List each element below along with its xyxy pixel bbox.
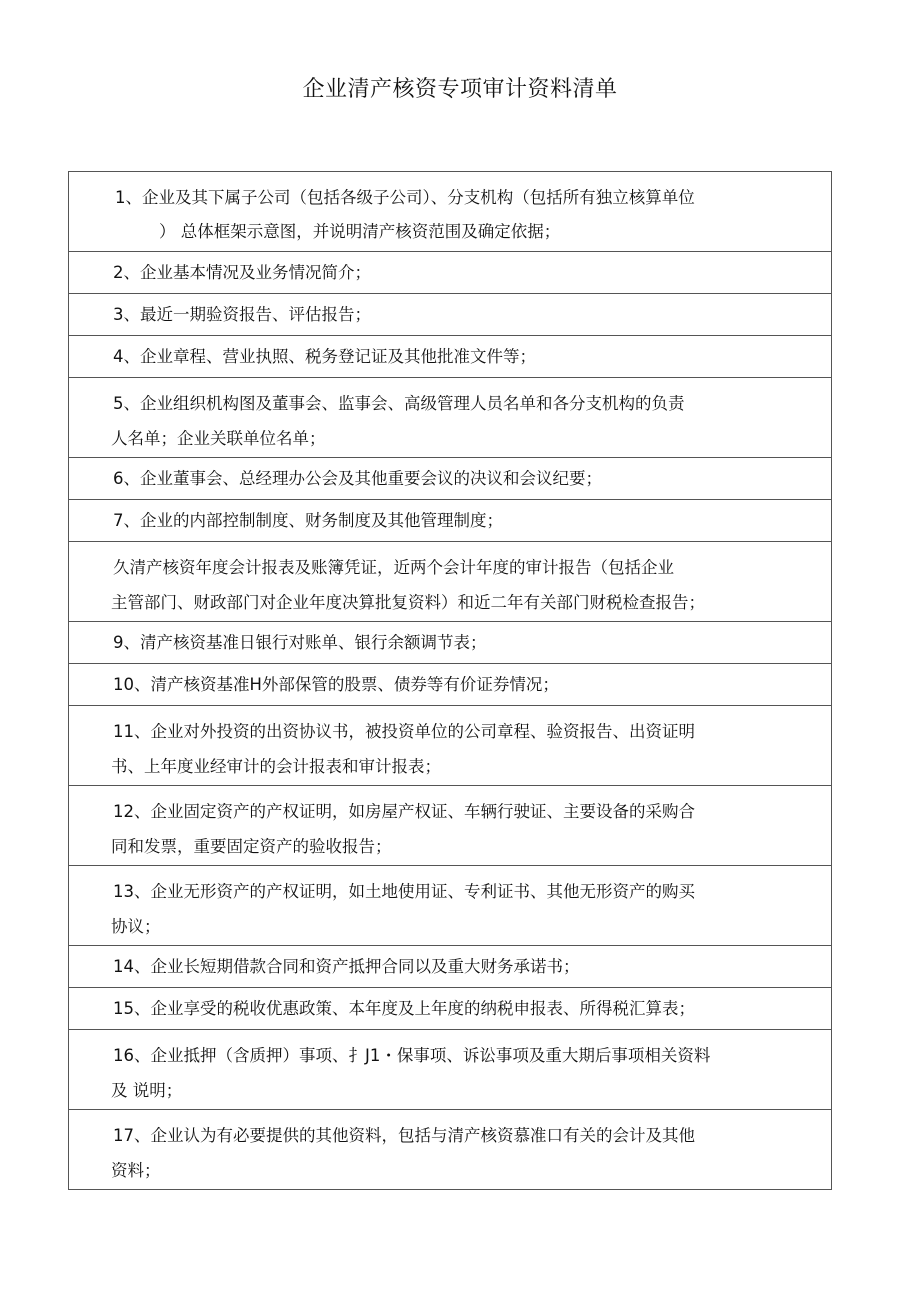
row-text-line1: 1、企业及其下属子公司（包括各级子公司）、分支机构（包括所有独立核算单位 (115, 188, 695, 207)
row-text-line2: 书、上年度业经审计的会计报表和审计报表； (111, 757, 441, 776)
checklist-row-17 (69, 1110, 831, 1190)
row-text-line1: 11、企业对外投资的出资协议书，被投资单位的公司章程、验资报告、出资证明 (113, 722, 695, 741)
checklist-row-13 (69, 866, 831, 946)
row-text-line2: 同和发票，重要固定资产的验收报告； (111, 837, 392, 856)
row-text-line2: 主管部门、财政部门对企业年度决算批复资料）和近二年有关部门财税检查报告； (111, 593, 705, 612)
row-text: 9、清产核资基准日银行对账单、银行余额调节表； (113, 633, 487, 652)
row-text-line1: 久清产核资年度会计报表及账簿凭证，近两个会计年度的审计报告（包括企业 (113, 558, 674, 577)
row-text: 10、清产核资基准H外部保管的股票、债券等有价证券情况； (113, 675, 559, 694)
row-text: 6、企业董事会、总经理办公会及其他重要会议的决议和会议纪要； (113, 469, 602, 488)
row-text: 15、企业享受的税收优惠政策、本年度及上年度的纳税申报表、所得税汇算表； (113, 999, 695, 1018)
row-text-line2: 资料； (111, 1161, 161, 1180)
checklist-row-7 (69, 500, 831, 542)
row-text-line2: ） 总体框架示意图，并说明清产核资范围及确定依据； (159, 222, 561, 241)
row-text: 2、企业基本情况及业务情况简介； (113, 263, 371, 282)
row-text-line2: 及 说明； (111, 1081, 183, 1100)
row-text-line1: 16、企业抵押（含质押）事项、扌J1・保事项、诉讼事项及重大期后事项相关资料 (113, 1046, 711, 1065)
row-text-line2: 人名单；企业关联单位名单； (111, 429, 326, 448)
row-text: 7、企业的内部控制制度、财务制度及其他管理制度； (113, 511, 503, 530)
checklist-row-8 (69, 542, 831, 622)
checklist-row-16 (69, 1030, 831, 1110)
row-text: 4、企业章程、营业执照、税务登记证及其他批准文件等； (113, 347, 536, 366)
checklist-row-5 (69, 378, 831, 458)
checklist-row-3 (69, 294, 831, 336)
row-text-line1: 17、企业认为有必要提供的其他资料，包括与清产核资慕准口有关的会计及其他 (113, 1126, 695, 1145)
checklist-row-15 (69, 988, 831, 1030)
checklist-row-12 (69, 786, 831, 866)
checklist-row-1 (69, 172, 831, 252)
row-text-line1: 12、企业固定资产的产权证明，如房屋产权证、车辆行驶证、主要设备的采购合 (113, 802, 695, 821)
checklist-row-4 (69, 336, 831, 378)
row-text-line2: 协议； (111, 917, 161, 936)
checklist-row-10 (69, 664, 831, 706)
checklist-row-9 (69, 622, 831, 664)
checklist-row-2 (69, 252, 831, 294)
row-text-line1: 5、企业组织机构图及董事会、监事会、高级管理人员名单和各分支机构的负责 (113, 394, 685, 413)
document-title: 企业清产核资专项审计资料清单 (302, 77, 618, 102)
row-text-line1: 13、企业无形资产的产权证明，如土地使用证、专利证书、其他无形资产的购买 (113, 882, 695, 901)
checklist-row-11 (69, 706, 831, 786)
row-text: 3、最近一期验资报告、评估报告； (113, 305, 371, 324)
row-text: 14、企业长短期借款合同和资产抵押合同以及重大财务承诺书； (113, 957, 580, 976)
checklist-table (68, 171, 832, 1190)
checklist-row-14 (69, 946, 831, 988)
checklist-row-6 (69, 458, 831, 500)
